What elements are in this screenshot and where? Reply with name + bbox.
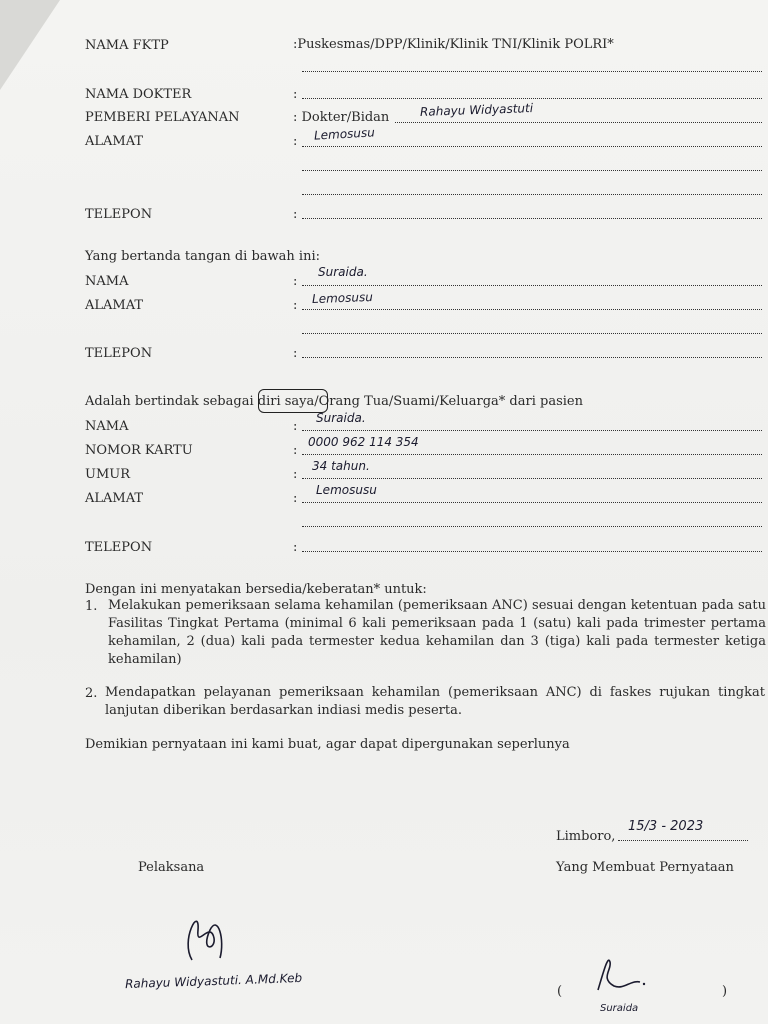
signer-address-label: ALAMAT: [85, 298, 144, 313]
card-number-dotted-line: [302, 453, 762, 455]
service-handwritten: Rahayu Widyastuti: [419, 101, 534, 119]
signer-address-colon: :: [293, 298, 298, 313]
statement-item1-number: 1.: [85, 599, 98, 614]
statement-item1-text: Melakukan pemeriksaan selama kehamilan (pemeriksaan ANC) sesuai dengan ketentuan pada satu Fasilitas Tingkat Pertama (minimal 6 kali pemeriksaan pada 1 (satu) kali pada trimester pertama kehamilan, 2 (dua) kali pada termester kedua kehamilan dan 3 (tiga) kali pada termester ketiga kehamilan): [108, 598, 766, 667]
signer-phone-colon: :: [293, 346, 298, 361]
patient-address-dotted-line-2: [302, 525, 762, 527]
service-prefix: : Dokter/Bidan: [293, 110, 390, 125]
signature-date-handwritten: 15/3 - 2023: [628, 819, 704, 834]
signature-paren-open: (: [557, 984, 563, 999]
relation-prefix: Adalah bertindak sebagai: [85, 394, 254, 409]
provider-address-handwritten: Lemosusu: [313, 125, 376, 143]
provider-phone-dotted-line: [302, 217, 762, 219]
provider-address-label: ALAMAT: [85, 134, 144, 149]
signer-name-handwritten: Suraida.: [318, 265, 368, 279]
patient-address-colon: :: [293, 491, 298, 506]
provider-address-dotted-line-1: [302, 145, 762, 147]
signer-name-dotted-line: [302, 284, 762, 286]
patient-name-dotted-line: [302, 429, 762, 431]
card-number-handwritten: 0000 962 114 354: [308, 435, 419, 449]
patient-phone-dotted-line: [302, 550, 762, 552]
right-signature-mark: [590, 950, 650, 995]
signer-address-dotted-line-2: [302, 332, 762, 334]
relation-circle-mark: [258, 389, 328, 413]
signer-phone-label: TELEPON: [85, 346, 153, 361]
card-number-label: NOMOR KARTU: [85, 443, 193, 458]
doctor-colon: :: [293, 87, 298, 102]
signer-name-label: NAMA: [85, 274, 129, 289]
statement-closing: Demikian pernyataan ini kami buat, agar dapat dipergunakan seperlunya: [85, 737, 570, 752]
provider-address-colon: :: [293, 134, 298, 149]
left-signature-name: Rahayu Widyastuti. A.Md.Keb: [124, 970, 303, 992]
signature-right-label: Yang Membuat Pernyataan: [556, 860, 734, 875]
fktp-label: NAMA FKTP: [85, 38, 169, 53]
age-colon: :: [293, 467, 298, 482]
left-signature-mark: [170, 900, 240, 970]
folded-corner: [0, 0, 60, 90]
signature-place: Limboro,: [556, 829, 616, 844]
doctor-dotted-line: [302, 97, 762, 99]
relation-line: [85, 395, 583, 408]
signer-address-handwritten: Lemosusu: [311, 289, 374, 307]
relation-suffix: /Orang Tua/Suami/Keluarga* dari pasien: [314, 394, 583, 409]
relation-circled-option: diri saya: [257, 394, 315, 409]
card-number-colon: :: [293, 443, 298, 458]
provider-address-dotted-line-2: [302, 169, 762, 171]
patient-address-label: ALAMAT: [85, 491, 144, 506]
patient-phone-label: TELEPON: [85, 540, 153, 555]
patient-address-handwritten: Lemosusu: [316, 483, 377, 497]
patient-name-colon: :: [293, 419, 298, 434]
signer-address-dotted-line-1: [302, 308, 762, 310]
age-label: UMUR: [85, 467, 131, 482]
fktp-value: :Puskesmas/DPP/Klinik/Klinik TNI/Klinik POLRI*: [293, 37, 614, 52]
doctor-label: NAMA DOKTER: [85, 87, 192, 102]
patient-phone-colon: :: [293, 540, 298, 555]
service-label: PEMBERI PELAYANAN: [85, 110, 240, 125]
provider-phone-label: TELEPON: [85, 207, 153, 222]
patient-address-dotted-line-1: [302, 501, 762, 503]
provider-address-dotted-line-3: [302, 193, 762, 195]
signature-paren-close: ): [722, 984, 728, 999]
right-signature-name: Suraida: [600, 1003, 639, 1014]
signer-name-colon: :: [293, 274, 298, 289]
signer-phone-dotted-line: [302, 356, 762, 358]
signer-intro: Yang bertanda tangan di bawah ini:: [85, 249, 320, 264]
signature-date-dotted-line: [618, 839, 748, 841]
age-dotted-line: [302, 477, 762, 479]
age-handwritten: 34 tahun.: [312, 459, 370, 473]
fktp-dotted-line: [302, 70, 762, 72]
statement-item2-number: 2.: [85, 686, 98, 701]
patient-name-label: NAMA: [85, 419, 129, 434]
patient-name-handwritten: Suraida.: [316, 411, 366, 425]
signature-left-label: Pelaksana: [138, 860, 205, 875]
statement-intro: Dengan ini menyatakan bersedia/keberatan* untuk:: [85, 582, 427, 597]
service-dotted-line: [395, 121, 762, 123]
statement-item2-text: Mendapatkan pelayanan pemeriksaan kehamilan (pemeriksaan ANC) di faskes rujukan tingkat lanjutan diberikan berdasarkan indiasi medis peserta.: [105, 685, 765, 718]
provider-phone-colon: :: [293, 207, 298, 222]
